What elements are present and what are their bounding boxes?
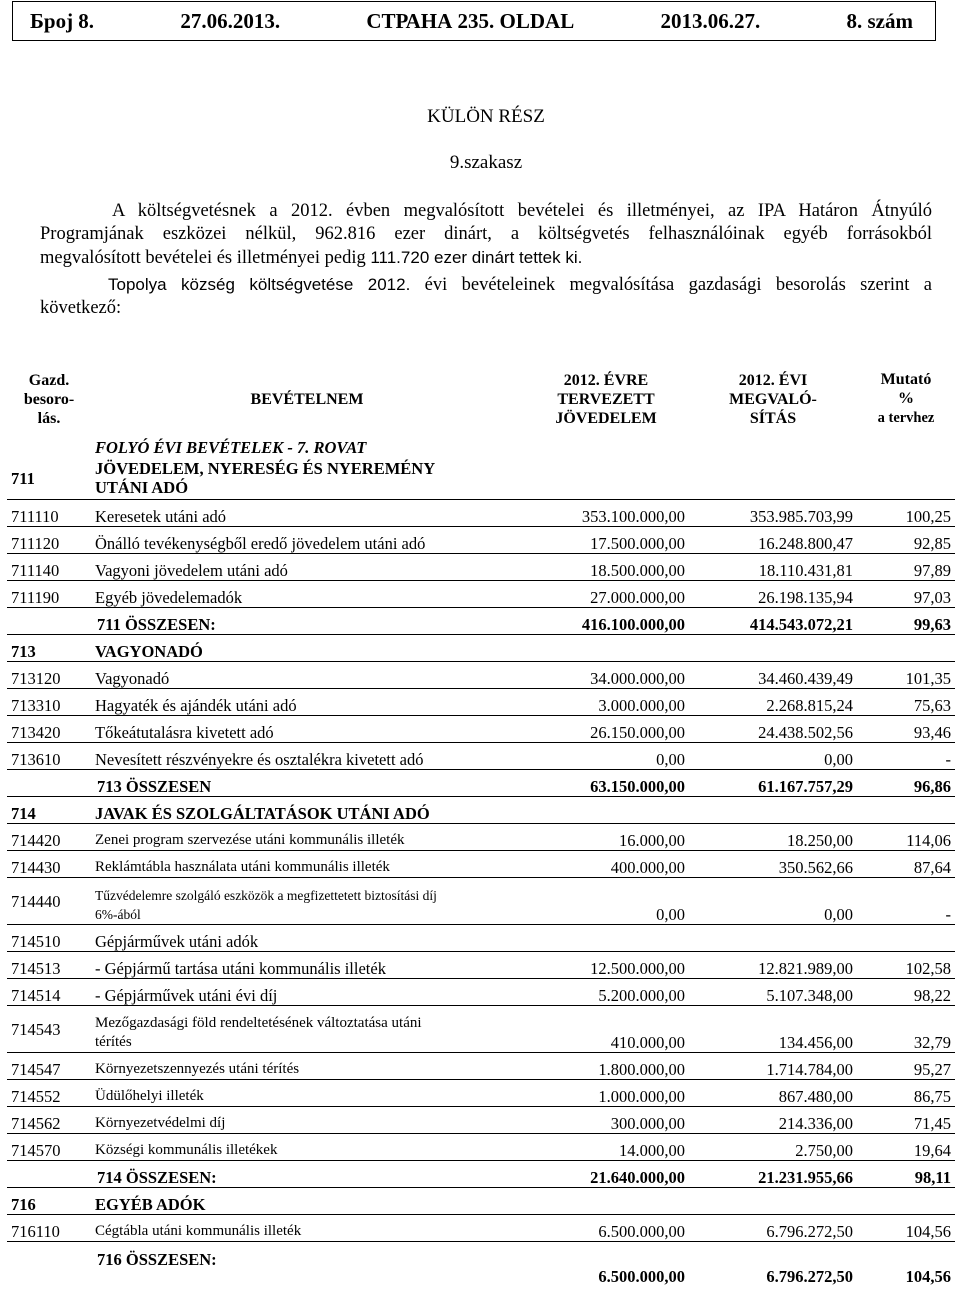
subheading: FOLYÓ ÉVI BEVÉTELEK - 7. ROVAT [95, 438, 367, 457]
row-realized: 2.268.815,24 [689, 689, 857, 716]
header-realized: 2012. ÉVI MEGVALÓ- SÍTÁS [729, 371, 817, 427]
row-realized [689, 925, 857, 952]
header-planned: 2012. ÉVRE TERVEZETT JÖVEDELEM [555, 371, 657, 427]
row-pct: - [857, 743, 955, 770]
paragraph-1-line-1: A költségvetésnek a 2012. évben megvalósított bevételei és illetményei, az IPA Határon Átnyúló [112, 201, 932, 221]
group-name: EGYÉB ADÓK [91, 1188, 523, 1215]
total-label: 714 ÖSSZESEN: [91, 1161, 523, 1188]
row-planned: 0,00 [523, 878, 689, 925]
total-label: 711 ÖSSZESEN: [91, 608, 523, 635]
row-realized: 34.460.439,49 [689, 662, 857, 689]
group-code: 716 [7, 1188, 91, 1215]
row-planned: 400.000,00 [523, 851, 689, 878]
row-pct: 101,35 [857, 662, 955, 689]
row-planned: 16.000,00 [523, 824, 689, 851]
table-row [7, 662, 955, 689]
group-name: JAVAK ÉS SZOLGÁLTATÁSOK UTÁNI ADÓ [91, 797, 523, 824]
row-name: Községi kommunális illetékek [91, 1134, 523, 1161]
total-realized: 21.231.955,66 [689, 1161, 857, 1188]
row-code: 711140 [7, 554, 91, 581]
table-row [7, 979, 955, 1006]
table-row [7, 1080, 955, 1107]
group-code: 711 [11, 468, 35, 488]
table-row [7, 851, 955, 878]
row-code: 714570 [7, 1134, 91, 1161]
paragraph-2-line-2: következő: [40, 298, 122, 318]
row-realized: 0,00 [689, 743, 857, 770]
row-pct: 100,25 [857, 500, 955, 527]
row-name: Üdülőhelyi illeték [91, 1080, 523, 1107]
paragraph-2 [40, 273, 932, 320]
table-row [7, 689, 955, 716]
header-revenue-type: BEVÉTELNEM [250, 390, 364, 408]
row-code: 714562 [7, 1107, 91, 1134]
table-row [7, 1215, 955, 1242]
row-realized: 353.985.703,99 [689, 500, 857, 527]
table-row [7, 1053, 955, 1080]
row-code: 714420 [7, 824, 91, 851]
row-code: 711110 [7, 500, 91, 527]
paragraph-1-line-3: megvalósított bevételei és illetményei pedig 111.720 ezer dinárt tettek ki. [40, 248, 583, 268]
row-pct: 114,06 [857, 824, 955, 851]
table-row [7, 952, 955, 979]
row-name: Környezetvédelmi díj [91, 1107, 523, 1134]
row-realized: 867.480,00 [689, 1080, 857, 1107]
row-name: Keresetek utáni adó [91, 500, 523, 527]
row-name: Zenei program szervezése utáni kommunális illeték [91, 824, 523, 851]
group-name: VAGYONADÓ [91, 635, 523, 662]
row-name: Hagyaték és ajándék utáni adó [91, 689, 523, 716]
row-pct: 32,79 [857, 1006, 955, 1053]
row-name: Vagyonadó [91, 662, 523, 689]
total-pct: 98,11 [857, 1161, 955, 1188]
row-code: 714510 [7, 925, 91, 952]
row-name: Reklámtábla használata utáni kommunális illeték [91, 851, 523, 878]
total-label: 713 ÖSSZESEN [91, 770, 523, 797]
row-planned: 353.100.000,00 [523, 500, 689, 527]
table-row [7, 581, 955, 608]
row-realized: 18.250,00 [689, 824, 857, 851]
row-code: 714440 [7, 878, 91, 925]
header-date-sr: 27.06.2013. [180, 8, 281, 33]
row-realized: 134.456,00 [689, 1006, 857, 1053]
row-code: 711120 [7, 527, 91, 554]
row-code: 713420 [7, 716, 91, 743]
row-planned: 6.500.000,00 [523, 1215, 689, 1242]
row-realized: 6.796.272,50 [689, 1215, 857, 1242]
total-row-713 [7, 770, 955, 797]
header-broj: Број 8. [30, 8, 95, 33]
row-name: - Gépjárművek utáni évi díj [91, 979, 523, 1006]
row-code: 714513 [7, 952, 91, 979]
table-row [7, 500, 955, 527]
group-row-716 [7, 1188, 955, 1215]
table-row [7, 743, 955, 770]
table-row [7, 1006, 955, 1053]
row-realized: 214.336,00 [689, 1107, 857, 1134]
row-name: Nevesített részvényekre és osztalékra kivetett adó [91, 743, 523, 770]
table-row [7, 527, 955, 554]
row-name: Gépjárművek utáni adók [91, 925, 523, 952]
paragraph-2-line-1: Topolya község költségvetése 2012. évi bevételeinek megvalósítása gazdasági besorolás szerint a [108, 275, 932, 295]
row-planned: 18.500.000,00 [523, 554, 689, 581]
row-name: Mezőgazdasági föld rendeltetésének változtatása utáni térítés [91, 1006, 523, 1053]
total-planned: 6.500.000,00 [523, 1242, 689, 1287]
row-planned: 17.500.000,00 [523, 527, 689, 554]
row-code: 711190 [7, 581, 91, 608]
row-pct: 71,45 [857, 1107, 955, 1134]
group-code: 714 [7, 797, 91, 824]
total-row-716 [7, 1242, 955, 1287]
row-pct: 97,89 [857, 554, 955, 581]
row-planned: 0,00 [523, 743, 689, 770]
paragraph-1-line-2: Programjának eszközei nélkül, 962.816 ezer dinárt, a költségvetés felhasználóinak egyéb forrásokból [40, 224, 932, 244]
row-pct: 102,58 [857, 952, 955, 979]
row-planned: 5.200.000,00 [523, 979, 689, 1006]
row-pct: - [857, 878, 955, 925]
row-name: Tűzvédelemre szolgáló eszközök a megfizettetett biztosítási díj 6%-ából [91, 878, 523, 925]
table-row [7, 925, 955, 952]
header-date-hu: 2013.06.27. [660, 8, 761, 33]
row-planned: 1.000.000,00 [523, 1080, 689, 1107]
row-realized: 18.110.431,81 [689, 554, 857, 581]
row-planned: 410.000,00 [523, 1006, 689, 1053]
row-realized: 350.562,66 [689, 851, 857, 878]
row-realized: 24.438.502,56 [689, 716, 857, 743]
row-planned: 34.000.000,00 [523, 662, 689, 689]
total-planned: 21.640.000,00 [523, 1161, 689, 1188]
row-pct: 75,63 [857, 689, 955, 716]
row-pct: 104,56 [857, 1215, 955, 1242]
row-code: 713310 [7, 689, 91, 716]
total-row-711 [7, 608, 955, 635]
group-row-714 [7, 797, 955, 824]
row-planned: 300.000,00 [523, 1107, 689, 1134]
row-code: 714514 [7, 979, 91, 1006]
total-realized: 414.543.072,21 [689, 608, 857, 635]
header-page: СТРАНА 235. OLDAL [366, 8, 575, 33]
row-name: Tőkeátutalásra kivetett adó [91, 716, 523, 743]
group-row-713 [7, 635, 955, 662]
table-row [7, 878, 955, 925]
total-label: 716 ÖSSZESEN: [91, 1242, 523, 1287]
header-szam: 8. szám [846, 8, 913, 33]
group-name: JÖVEDELEM, NYERESÉG ÉS NYEREMÉNY UTÁNI ADÓ [95, 459, 436, 497]
table-row [7, 554, 955, 581]
paragraph-1 [40, 200, 932, 270]
row-name: Vagyoni jövedelem utáni adó [91, 554, 523, 581]
table-row [7, 1134, 955, 1161]
row-code: 713610 [7, 743, 91, 770]
row-code: 716110 [7, 1215, 91, 1242]
row-name: Cégtábla utáni kommunális illeték [91, 1215, 523, 1242]
row-planned [523, 925, 689, 952]
section-title: KÜLÖN RÉSZ [427, 106, 545, 127]
row-name: - Gépjármű tartása utáni kommunális illeték [91, 952, 523, 979]
row-name: Egyéb jövedelemadók [91, 581, 523, 608]
row-planned: 12.500.000,00 [523, 952, 689, 979]
row-code: 714430 [7, 851, 91, 878]
row-pct: 98,22 [857, 979, 955, 1006]
row-planned: 14.000,00 [523, 1134, 689, 1161]
row-pct: 86,75 [857, 1080, 955, 1107]
table-row [7, 1107, 955, 1134]
group-code: 713 [7, 635, 91, 662]
row-name: Önálló tevékenységből eredő jövedelem utáni adó [91, 527, 523, 554]
row-planned: 3.000.000,00 [523, 689, 689, 716]
row-code: 714543 [7, 1006, 91, 1053]
row-code: 713120 [7, 662, 91, 689]
page-header [12, 1, 936, 41]
row-planned: 1.800.000,00 [523, 1053, 689, 1080]
total-pct: 99,63 [857, 608, 955, 635]
header-ratio: Mutató % a tervhez [877, 371, 935, 426]
row-code: 714552 [7, 1080, 91, 1107]
row-pct [857, 925, 955, 952]
row-pct: 19,64 [857, 1134, 955, 1161]
row-name: Környezetszennyezés utáni térítés [91, 1053, 523, 1080]
table-row [7, 824, 955, 851]
row-realized: 0,00 [689, 878, 857, 925]
total-planned: 63.150.000,00 [523, 770, 689, 797]
header-class: Gazd. besoro- lás. [23, 371, 75, 427]
row-pct: 93,46 [857, 716, 955, 743]
total-pct: 96,86 [857, 770, 955, 797]
row-pct: 97,03 [857, 581, 955, 608]
row-pct: 92,85 [857, 527, 955, 554]
total-planned: 416.100.000,00 [523, 608, 689, 635]
row-planned: 26.150.000,00 [523, 716, 689, 743]
row-planned: 27.000.000,00 [523, 581, 689, 608]
table-row [7, 716, 955, 743]
row-realized: 12.821.989,00 [689, 952, 857, 979]
row-pct: 87,64 [857, 851, 955, 878]
table-header-row [7, 363, 955, 435]
section-subtitle: 9.szakasz [449, 152, 523, 173]
row-realized: 26.198.135,94 [689, 581, 857, 608]
row-realized: 5.107.348,00 [689, 979, 857, 1006]
total-realized: 61.167.757,29 [689, 770, 857, 797]
subheading-row [7, 435, 955, 457]
total-row-714 [7, 1161, 955, 1188]
row-realized: 1.714.784,00 [689, 1053, 857, 1080]
row-code: 714547 [7, 1053, 91, 1080]
total-pct: 104,56 [857, 1242, 955, 1287]
total-realized: 6.796.272,50 [689, 1242, 857, 1287]
group-row-711 [7, 457, 955, 500]
row-realized: 2.750,00 [689, 1134, 857, 1161]
row-realized: 16.248.800,47 [689, 527, 857, 554]
row-pct: 95,27 [857, 1053, 955, 1080]
budget-table [7, 363, 955, 1286]
